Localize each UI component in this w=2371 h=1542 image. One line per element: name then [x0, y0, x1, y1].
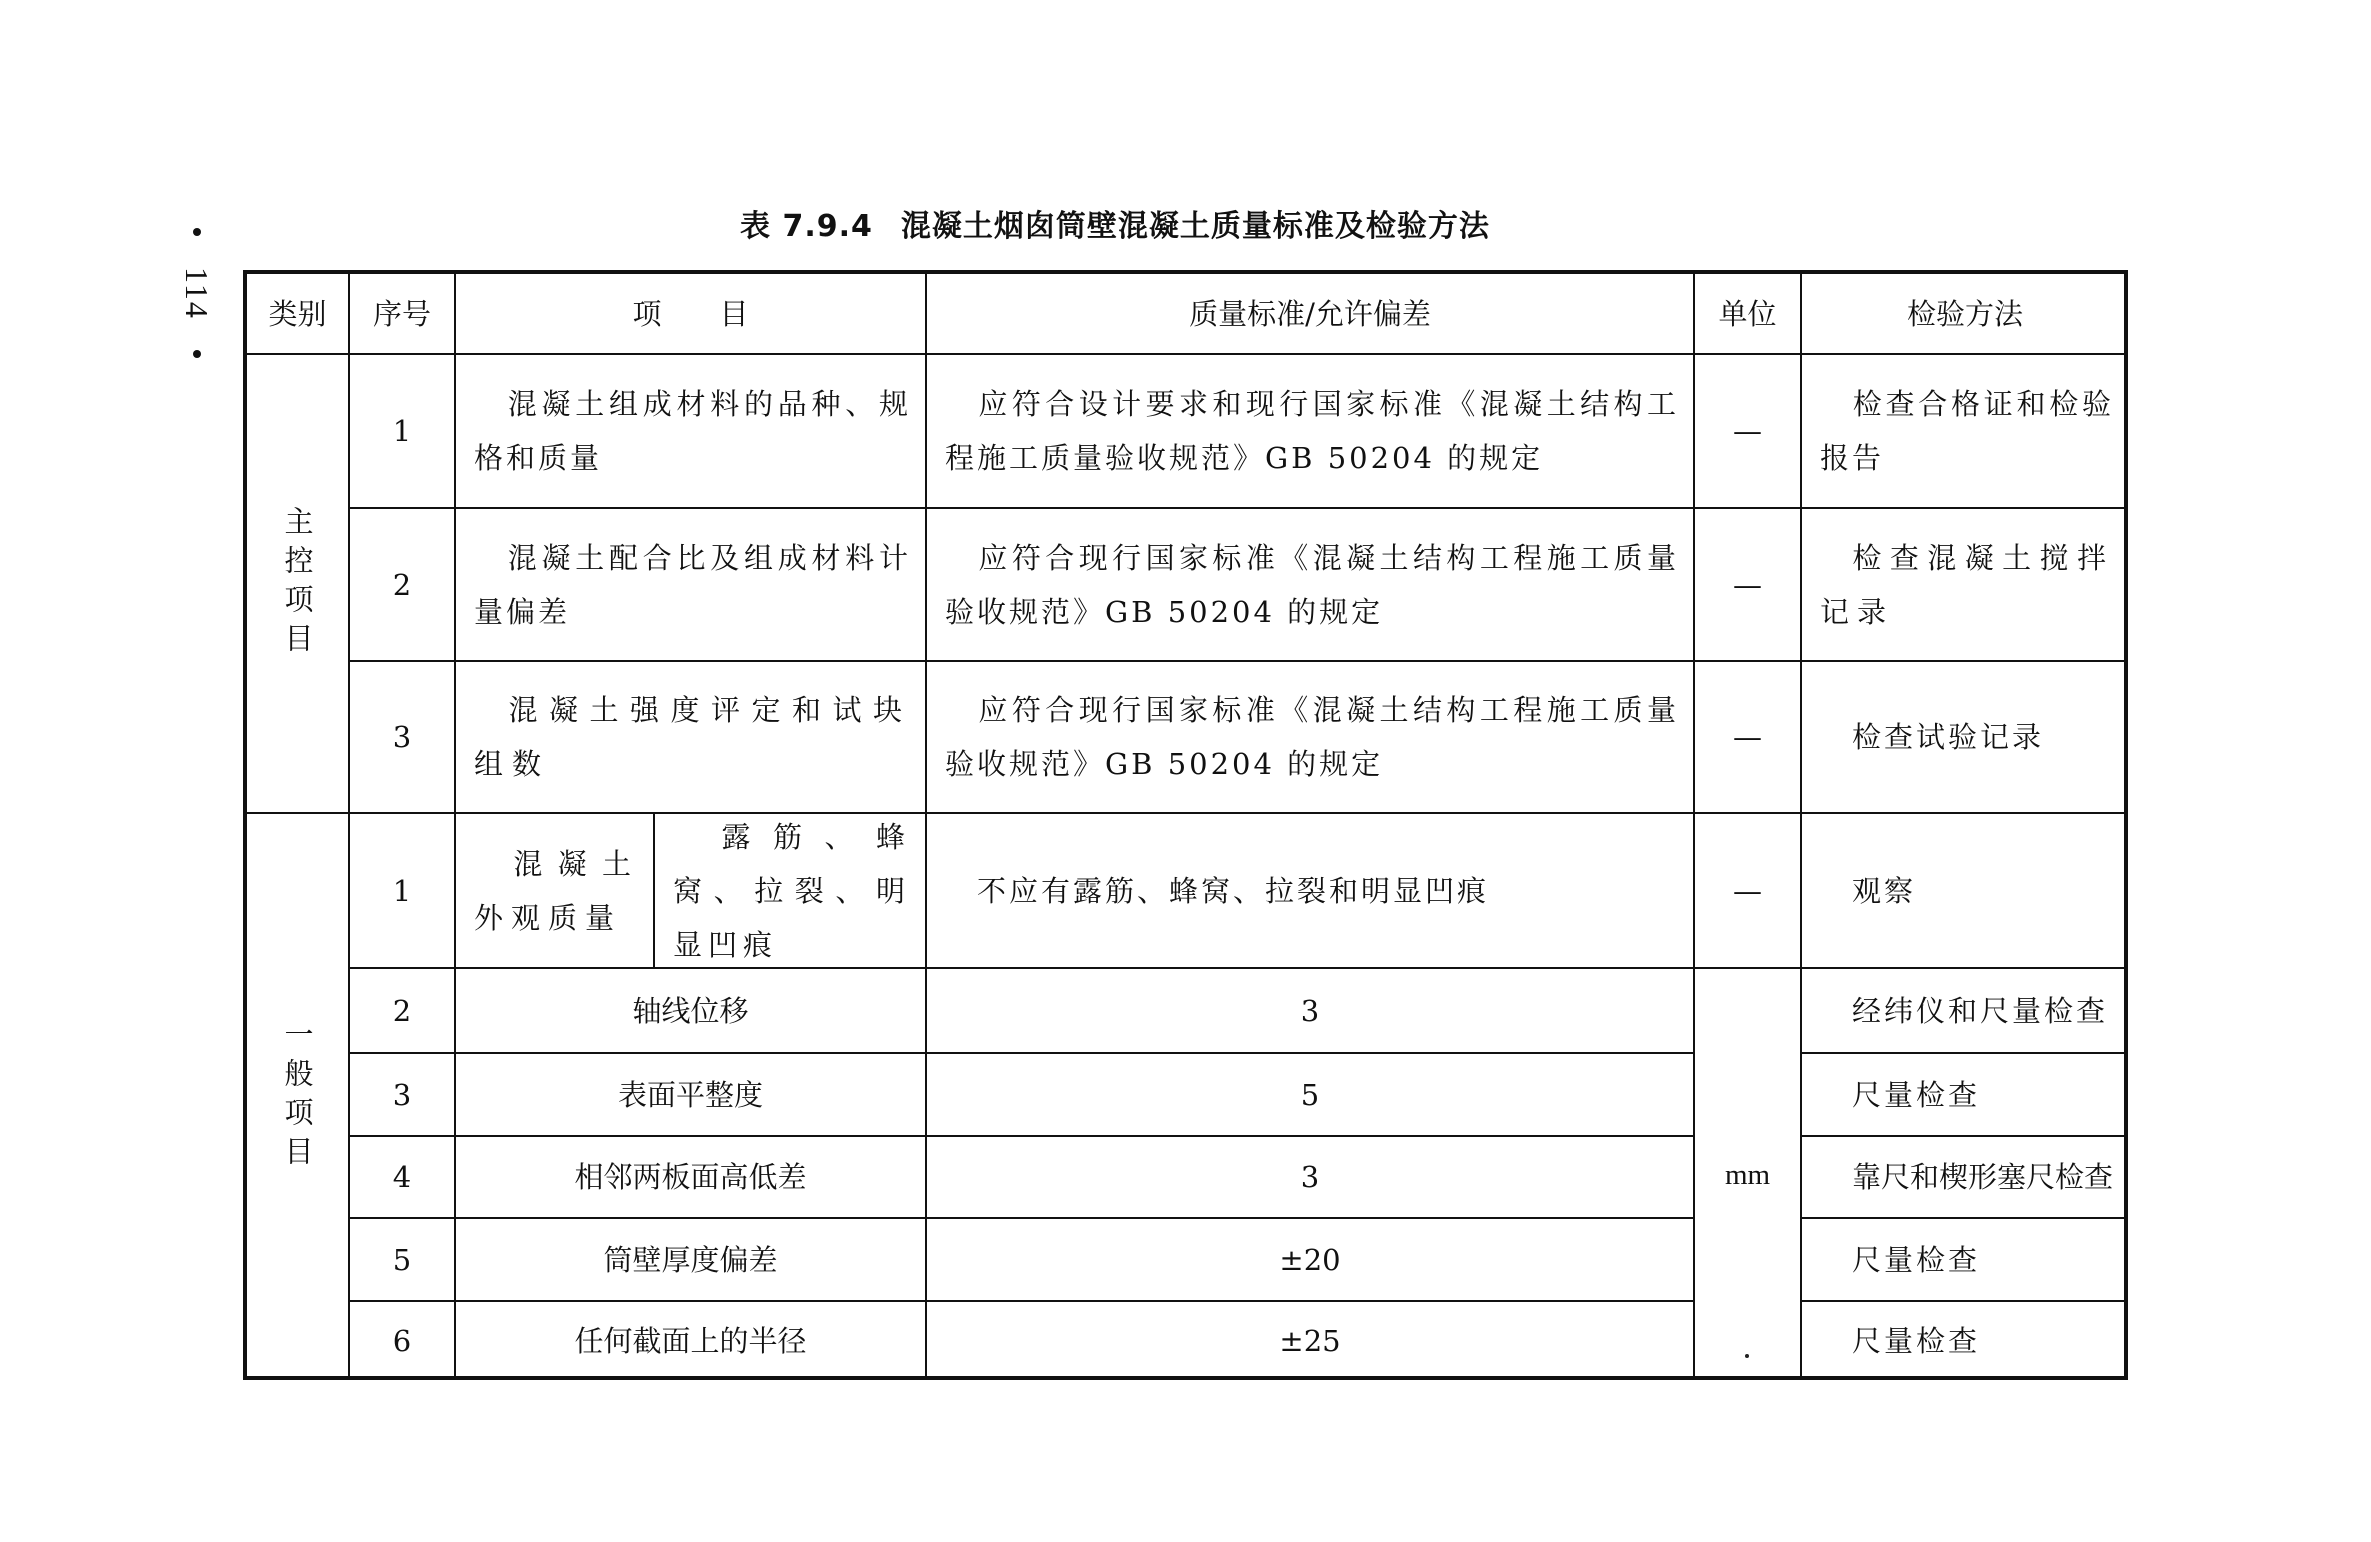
row-method: 经纬仪和尺量检查: [1802, 969, 2128, 1054]
bullet-dot: [193, 350, 201, 358]
row-unit: —: [1695, 355, 1802, 509]
scan-speck: [1745, 1354, 1749, 1358]
row-no: 3: [350, 662, 456, 814]
row-unit: —: [1695, 662, 1802, 814]
row-method: 尺量检查: [1852, 1324, 1981, 1358]
shared-unit-cell: mm: [1695, 969, 1802, 1380]
row-item: 任何截面上的半径: [456, 1302, 927, 1380]
row-item: 轴线位移: [456, 969, 927, 1054]
row-standard: ±20: [927, 1219, 1695, 1302]
row-method: 尺量检查: [1802, 1219, 2128, 1302]
row-no: 6: [350, 1302, 456, 1380]
row-item: 表面平整度: [456, 1054, 927, 1137]
row-sub-item: 露筋、蜂窝、拉裂、明显凹痕: [655, 814, 927, 969]
row-method: 检查混凝土搅拌记录: [1802, 509, 2128, 662]
page-number-text: 114: [179, 266, 215, 320]
row-method: 尺量检查: [1802, 1054, 2128, 1137]
row-no: 2: [350, 969, 456, 1054]
table-number: 表 7.9.4: [740, 209, 873, 244]
row-standard: ±25: [927, 1302, 1695, 1380]
row-item: 混凝土配合比及组成材料计量偏差: [456, 509, 927, 662]
row-standard: 3: [927, 969, 1695, 1054]
page-number: [180, 228, 214, 358]
row-standard: 应符合现行国家标准《混凝土结构工程施工质量验收规范》GB 50204 的规定: [927, 662, 1695, 814]
header-item: 项 目: [456, 274, 927, 355]
row-no: 3: [350, 1054, 456, 1137]
header-category: 类别: [247, 274, 350, 355]
row-standard: 5: [927, 1054, 1695, 1137]
row-method: 检查试验记录: [1802, 662, 2128, 814]
row-item: 筒壁厚度偏差: [456, 1219, 927, 1302]
row-no: 5: [350, 1219, 456, 1302]
row-method: 检查合格证和检验报告: [1802, 355, 2128, 509]
row-standard: 应符合设计要求和现行国家标准《混凝土结构工程施工质量验收规范》GB 50204 的规定: [927, 355, 1695, 509]
header-standard: 质量标准/允许偏差: [927, 274, 1695, 355]
row-item: 混凝土外观质量: [456, 814, 655, 969]
category-label: 一般项目: [280, 1019, 315, 1175]
category-main-control: [247, 355, 350, 814]
bullet-dot: [193, 228, 201, 236]
table-title: 混凝土烟囱筒壁混凝土质量标准及检验方法: [900, 209, 1490, 244]
row-unit: —: [1695, 814, 1802, 969]
category-general: [247, 814, 350, 1380]
table-caption: [740, 205, 1640, 249]
category-label: 主控项目: [280, 505, 315, 662]
row-item: 混凝土组成材料的品种、规格和质量: [456, 355, 927, 509]
header-method: 检验方法: [1802, 274, 2128, 355]
quality-standard-table: [243, 270, 2128, 1380]
row-standard: 3: [927, 1137, 1695, 1219]
header-unit: 单位: [1695, 274, 1802, 355]
row-method: 观察: [1802, 814, 2128, 969]
row-item: 混凝土强度评定和试块组数: [456, 662, 927, 814]
row-standard: 应符合现行国家标准《混凝土结构工程施工质量验收规范》GB 50204 的规定: [927, 509, 1695, 662]
row-unit: —: [1695, 509, 1802, 662]
row-method: 靠尺和楔形塞尺检查: [1802, 1137, 2128, 1219]
row-no: 1: [350, 814, 456, 969]
row-no: 4: [350, 1137, 456, 1219]
header-no: 序号: [350, 274, 456, 355]
row-no: 2: [350, 509, 456, 662]
row-standard: 不应有露筋、蜂窝、拉裂和明显凹痕: [927, 814, 1695, 969]
row-item: 相邻两板面高低差: [456, 1137, 927, 1219]
row-no: 1: [350, 355, 456, 509]
